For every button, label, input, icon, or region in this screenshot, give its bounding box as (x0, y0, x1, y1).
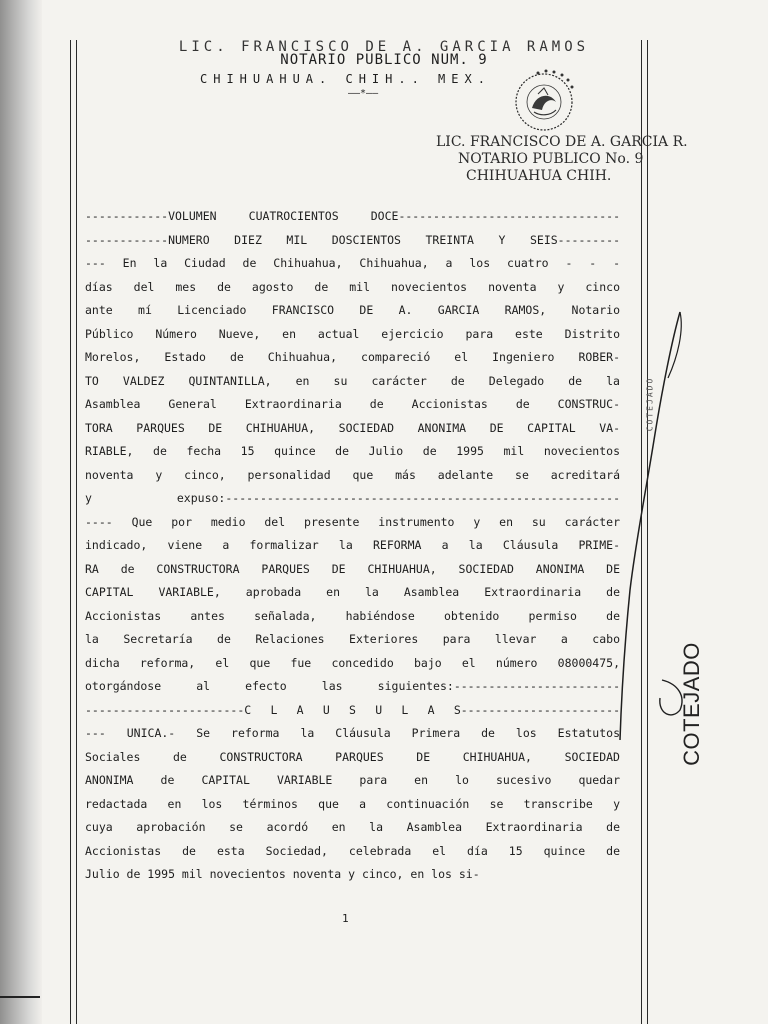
body-line: --- UNICA.- Se reforma la Cláusula Primera de los Estatutos (85, 726, 620, 740)
page-number: 1 (342, 912, 349, 925)
body-line: Asamblea General Extraordinaria de Accionistas de CONSTRUC- (85, 397, 620, 411)
body-line: noventa y cinco, personalidad que más adelante se acreditará (85, 467, 620, 482)
body-line: TO VALDEZ QUINTANILLA, en su carácter de Delegado de la (85, 373, 620, 388)
stamp-line-office: NOTARIO PUBLICO No. 9 (458, 151, 644, 167)
body-line: indicado, viene a formalizar la REFORMA a la Cláusula PRIME- (85, 538, 620, 552)
body-line: RIABLE, de fecha 15 quince de Julio de 1995 mil novecientos (85, 444, 620, 458)
body-line: redactada en los términos que a continuación se transcribe y (85, 796, 620, 811)
letterhead-cut-line: LIC. FRANCISCO DE A. GARCIA RAMOS (178, 39, 590, 55)
body-line: --- En la Ciudad de Chihuahua, Chihuahua, a los cuatro - - - (85, 256, 620, 270)
body-line: cuya aprobación se acordó en la Asamblea Extraordinaria de (85, 820, 620, 834)
scan-left-edge-shadow (0, 0, 42, 1024)
body-line: CAPITAL VARIABLE, aprobada en la Asamblea Extraordinaria de (85, 585, 620, 599)
handwritten-signature (600, 300, 690, 760)
letterhead-ornament: ——*—— (348, 88, 379, 99)
notary-stamp (436, 134, 688, 185)
letterhead-city: CHIHUAHUA. CHIH.. MEX. (200, 72, 491, 86)
document-body (85, 205, 620, 887)
body-line: RA de CONSTRUCTORA PARQUES DE CHIHUAHUA, SOCIEDAD ANONIMA DE (85, 561, 620, 576)
body-line: la Secretaría de Relaciones Exteriores para llevar a cabo (85, 632, 620, 646)
body-line: dicha reforma, el que fue concedido bajo el número 08000475, (85, 655, 620, 670)
cotejado-small-stamp: COTEJADO (645, 376, 655, 432)
body-line: Julio de 1995 mil novecientos noventa y cinco, en los si- (85, 867, 480, 881)
body-line: otorgándose al efecto las siguientes:------------------------ (85, 679, 620, 693)
body-line: Sociales de CONSTRUCTORA PARQUES DE CHIHUAHUA, SOCIEDAD (85, 749, 620, 764)
body-line: días del mes de agosto de mil novecientos noventa y cinco (85, 279, 620, 294)
left-margin-rule (70, 40, 71, 1024)
body-line: ------------NUMERO DIEZ MIL DOSCIENTOS TREINTA Y SEIS--------- (85, 232, 620, 247)
left-margin-rule-inner (76, 40, 77, 1024)
body-line: ante mí Licenciado FRANCISCO DE A. GARCIA RAMOS, Notario (85, 303, 620, 317)
body-line: Accionistas antes señalada, habiéndose obtenido permiso de (85, 608, 620, 623)
body-line: Morelos, Estado de Chihuahua, compareció el Ingeniero ROBER- (85, 350, 620, 364)
body-line: ------------VOLUMEN CUATROCIENTOS DOCE-------------------------------- (85, 209, 620, 223)
body-line: y expuso:--------------------------------------------------------- (85, 491, 620, 505)
cotejado-margin-stamp: COTEJADO (679, 642, 704, 766)
stamp-line-city: CHIHUAHUA CHIH. (466, 168, 612, 184)
national-seal-icon (498, 64, 594, 134)
body-line: -----------------------C L A U S U L A S----------------------- (85, 702, 620, 717)
stamp-line-name: LIC. FRANCISCO DE A. GARCIA R. (436, 134, 688, 150)
body-line: ANONIMA de CAPITAL VARIABLE para en lo sucesivo quedar (85, 773, 620, 787)
letterhead-notary-number: NOTARIO PUBLICO NUM. 9 (280, 52, 488, 68)
body-line: TORA PARQUES DE CHIHUAHUA, SOCIEDAD ANONIMA DE CAPITAL VA- (85, 420, 620, 435)
body-line: Público Número Nueve, en actual ejercicio para este Distrito (85, 326, 620, 341)
scan-mark (0, 996, 40, 998)
body-line: Accionistas de esta Sociedad, celebrada el día 15 quince de (85, 843, 620, 858)
body-line: ---- Que por medio del presente instrumento y en su carácter (85, 514, 620, 529)
